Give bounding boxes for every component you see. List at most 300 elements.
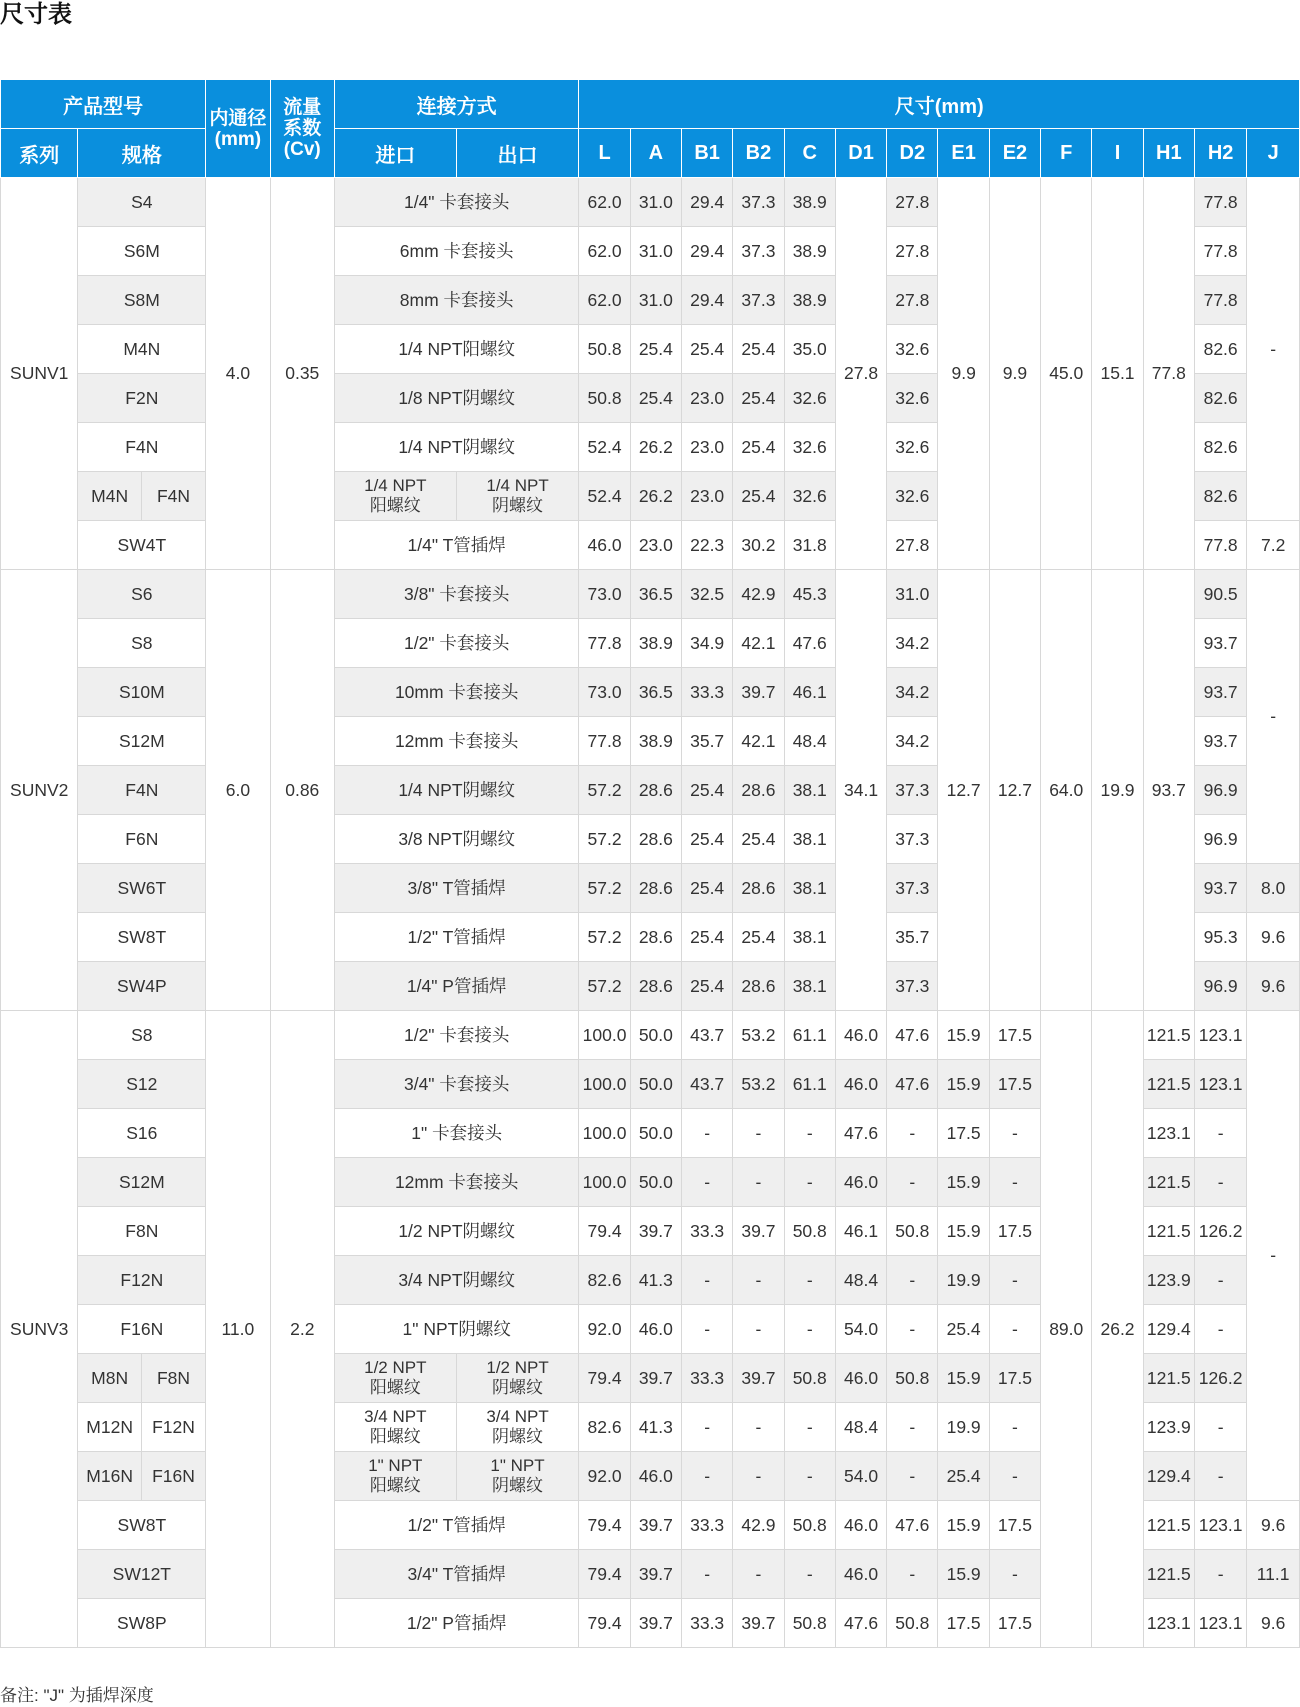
dim-c-cell: 38.1 [784, 962, 835, 1011]
dim-b2-cell: 42.1 [733, 717, 784, 766]
dim-b2-cell: 25.4 [733, 423, 784, 472]
dim-h2-cell: - [1194, 1550, 1246, 1599]
header-spec: 规格 [78, 129, 206, 178]
dim-e1-cell: 15.9 [938, 1354, 989, 1403]
dim-l-cell: 46.0 [579, 521, 630, 570]
dim-h2-cell: 77.8 [1194, 227, 1246, 276]
header-connection: 连接方式 [334, 80, 578, 129]
series-cell: SUNV2 [1, 570, 78, 1011]
dim-d1-cell: 54.0 [835, 1305, 886, 1354]
dim-b2-cell: 28.6 [733, 766, 784, 815]
header-dim-d2: D2 [887, 129, 938, 178]
spec-cell: SW8T [78, 1501, 206, 1550]
dim-d2-cell: 32.6 [887, 325, 938, 374]
dim-e1-cell: 17.5 [938, 1599, 989, 1648]
dim-e1-cell: 15.9 [938, 1011, 989, 1060]
inner-diameter-cell: 4.0 [206, 178, 270, 570]
dim-h2-cell: 126.2 [1194, 1207, 1246, 1256]
dim-h2-cell: - [1194, 1158, 1246, 1207]
dim-d1-cell: 46.0 [835, 1501, 886, 1550]
connection-line: 1/2 NPT [486, 1358, 549, 1377]
dim-a-cell: 39.7 [630, 1550, 681, 1599]
dim-e2-cell: - [989, 1305, 1040, 1354]
connection-cell: 12mm 卡套接头 [334, 717, 578, 766]
dim-b2-cell: - [733, 1452, 784, 1501]
dim-b2-cell: 53.2 [733, 1060, 784, 1109]
dim-d2-cell: 27.8 [887, 227, 938, 276]
dim-e2-cell: 17.5 [989, 1207, 1040, 1256]
inlet-cell [334, 472, 456, 521]
dim-d2-cell: - [887, 1305, 938, 1354]
dim-a-cell: 50.0 [630, 1109, 681, 1158]
dimension-table [0, 79, 1300, 1648]
dim-c-cell: - [784, 1550, 835, 1599]
dim-d1-cell: 46.0 [835, 1011, 886, 1060]
dim-a-cell: 39.7 [630, 1599, 681, 1648]
dim-b1-cell: - [682, 1452, 733, 1501]
connection-cell: 3/4" 卡套接头 [334, 1060, 578, 1109]
dim-h1-cell: 121.5 [1143, 1011, 1194, 1060]
dim-e2-cell: - [989, 1158, 1040, 1207]
dim-b2-cell: 25.4 [733, 325, 784, 374]
dim-e2-cell: - [989, 1256, 1040, 1305]
dim-d2-cell: 37.3 [887, 766, 938, 815]
spec-cell: S4 [78, 178, 206, 227]
dim-c-cell: 47.6 [784, 619, 835, 668]
dim-d2-cell: 32.6 [887, 472, 938, 521]
dim-d1-cell: 47.6 [835, 1109, 886, 1158]
dim-b1-cell: - [682, 1550, 733, 1599]
dim-h2-cell: 77.8 [1194, 521, 1246, 570]
dim-a-cell: 28.6 [630, 913, 681, 962]
connection-cell: 1/2" 卡套接头 [334, 1011, 578, 1060]
dim-e2-cell: 17.5 [989, 1354, 1040, 1403]
dim-l-cell: 62.0 [579, 178, 630, 227]
dim-d1-cell: 54.0 [835, 1452, 886, 1501]
dim-b2-cell: 42.9 [733, 1501, 784, 1550]
dim-h1-cell: 121.5 [1143, 1354, 1194, 1403]
dim-c-cell: 46.1 [784, 668, 835, 717]
dim-e2-cell: 17.5 [989, 1011, 1040, 1060]
dim-d1-cell: 46.0 [835, 1060, 886, 1109]
dim-e2-cell: - [989, 1452, 1040, 1501]
header-dim-l: L [579, 129, 630, 178]
spec-cell: SW8P [78, 1599, 206, 1648]
dim-c-cell: 35.0 [784, 325, 835, 374]
dim-e1-cell: 15.9 [938, 1207, 989, 1256]
dim-c-cell: - [784, 1305, 835, 1354]
dim-l-cell: 62.0 [579, 227, 630, 276]
spec-cell: F8N [141, 1354, 205, 1403]
dim-b1-cell: - [682, 1158, 733, 1207]
connection-cell: 1/4 NPT阴螺纹 [334, 423, 578, 472]
header-dim-j: J [1247, 129, 1300, 178]
dim-c-cell: 48.4 [784, 717, 835, 766]
dim-b1-cell: 33.3 [682, 1207, 733, 1256]
dim-b1-cell: 33.3 [682, 1599, 733, 1648]
dim-a-cell: 39.7 [630, 1501, 681, 1550]
dim-e1-cell: 15.9 [938, 1158, 989, 1207]
dim-b2-cell: 39.7 [733, 1354, 784, 1403]
dim-b2-cell: 39.7 [733, 668, 784, 717]
dim-c-cell: 38.9 [784, 227, 835, 276]
spec-cell: M16N [78, 1452, 141, 1501]
dim-d2-cell: - [887, 1452, 938, 1501]
spec-cell: F6N [78, 815, 206, 864]
dim-i-cell: 26.2 [1092, 1011, 1143, 1648]
dim-a-cell: 31.0 [630, 178, 681, 227]
spec-cell: F16N [78, 1305, 206, 1354]
connection-cell: 3/4 NPT阴螺纹 [334, 1256, 578, 1305]
dim-e1-cell: 15.9 [938, 1060, 989, 1109]
dim-c-cell: 38.9 [784, 276, 835, 325]
dim-b1-cell: 23.0 [682, 374, 733, 423]
dim-a-cell: 46.0 [630, 1305, 681, 1354]
dim-d2-cell: 47.6 [887, 1501, 938, 1550]
connection-line: 1" NPT [368, 1456, 423, 1475]
dim-a-cell: 39.7 [630, 1207, 681, 1256]
connection-line: 阳螺纹 [369, 496, 421, 515]
dim-e2-cell: 17.5 [989, 1599, 1040, 1648]
dim-b1-cell: 23.0 [682, 423, 733, 472]
dim-b1-cell: 25.4 [682, 325, 733, 374]
dim-j-cell: 7.2 [1247, 521, 1300, 570]
header-dim-i: I [1092, 129, 1143, 178]
dim-h2-cell: 123.1 [1194, 1011, 1246, 1060]
dim-a-cell: 28.6 [630, 962, 681, 1011]
dim-b1-cell: 29.4 [682, 276, 733, 325]
connection-cell: 8mm 卡套接头 [334, 276, 578, 325]
dim-j-cell: 8.0 [1247, 864, 1300, 913]
spec-cell: F8N [78, 1207, 206, 1256]
dim-d2-cell: 50.8 [887, 1599, 938, 1648]
dim-b1-cell: 32.5 [682, 570, 733, 619]
dim-h1-cell: 121.5 [1143, 1158, 1194, 1207]
dim-b2-cell: 37.3 [733, 276, 784, 325]
dim-h2-cell: 82.6 [1194, 472, 1246, 521]
spec-cell: SW6T [78, 864, 206, 913]
dim-j-cell: 9.6 [1247, 1599, 1300, 1648]
dim-h2-cell: 123.1 [1194, 1599, 1246, 1648]
dim-h2-cell: 90.5 [1194, 570, 1246, 619]
dim-h2-cell: - [1194, 1256, 1246, 1305]
header-dim-b2: B2 [733, 129, 784, 178]
connection-line: 3/4 NPT [364, 1407, 427, 1426]
dim-h2-cell: - [1194, 1452, 1246, 1501]
connection-cell: 1/2 NPT阴螺纹 [334, 1207, 578, 1256]
dim-l-cell: 100.0 [579, 1060, 630, 1109]
spec-cell: S8M [78, 276, 206, 325]
connection-cell: 3/8" 卡套接头 [334, 570, 578, 619]
dim-d1-cell: 46.0 [835, 1550, 886, 1599]
dim-b1-cell: 29.4 [682, 178, 733, 227]
dim-c-cell: 50.8 [784, 1501, 835, 1550]
dim-h1-cell: 123.9 [1143, 1256, 1194, 1305]
dim-c-cell: - [784, 1403, 835, 1452]
dim-d1-cell: 48.4 [835, 1256, 886, 1305]
header-flow-line3: (Cv) [283, 139, 321, 160]
header-dim-e1: E1 [938, 129, 989, 178]
dim-b1-cell: 33.3 [682, 668, 733, 717]
dim-b2-cell: 37.3 [733, 227, 784, 276]
header-inner-diameter-line2: (mm) [214, 128, 262, 150]
dim-d2-cell: 27.8 [887, 276, 938, 325]
spec-cell: SW4P [78, 962, 206, 1011]
dim-j-cell: 9.6 [1247, 962, 1300, 1011]
dim-b1-cell: - [682, 1305, 733, 1354]
dim-d2-cell: 50.8 [887, 1354, 938, 1403]
dim-h2-cell: 93.7 [1194, 619, 1246, 668]
spec-cell: S12M [78, 717, 206, 766]
dim-b1-cell: 22.3 [682, 521, 733, 570]
spec-cell: F4N [78, 423, 206, 472]
spec-cell: S8 [78, 619, 206, 668]
dim-b1-cell: 23.0 [682, 472, 733, 521]
dim-b1-cell: 25.4 [682, 962, 733, 1011]
dim-b1-cell: 29.4 [682, 227, 733, 276]
dim-l-cell: 62.0 [579, 276, 630, 325]
inner-diameter-cell: 6.0 [206, 570, 270, 1011]
outlet-cell [456, 1354, 579, 1403]
dim-e2-cell: - [989, 1403, 1040, 1452]
dim-h2-cell: 82.6 [1194, 374, 1246, 423]
dim-l-cell: 92.0 [579, 1305, 630, 1354]
dim-b2-cell: 25.4 [733, 815, 784, 864]
dim-l-cell: 100.0 [579, 1158, 630, 1207]
dim-a-cell: 28.6 [630, 766, 681, 815]
dim-j-cell: - [1247, 178, 1300, 521]
dim-h2-cell: 93.7 [1194, 864, 1246, 913]
connection-cell: 1/4 NPT阴螺纹 [334, 766, 578, 815]
spec-cell: SW12T [78, 1550, 206, 1599]
header-dim-a: A [630, 129, 681, 178]
connection-cell: 1/2" 卡套接头 [334, 619, 578, 668]
dim-d2-cell: - [887, 1158, 938, 1207]
dim-e1-cell: 9.9 [938, 178, 989, 570]
connection-cell: 3/8" T管插焊 [334, 864, 578, 913]
dim-d2-cell: 47.6 [887, 1060, 938, 1109]
dim-c-cell: 61.1 [784, 1060, 835, 1109]
dim-c-cell: 31.8 [784, 521, 835, 570]
table-body [1, 178, 1300, 1648]
spec-cell: S12M [78, 1158, 206, 1207]
dim-h2-cell: 123.1 [1194, 1501, 1246, 1550]
dim-l-cell: 57.2 [579, 864, 630, 913]
dim-l-cell: 79.4 [579, 1501, 630, 1550]
spec-cell: S12 [78, 1060, 206, 1109]
dim-c-cell: 50.8 [784, 1207, 835, 1256]
dim-h2-cell: 82.6 [1194, 325, 1246, 374]
dim-d2-cell: 32.6 [887, 423, 938, 472]
dim-c-cell: 38.1 [784, 864, 835, 913]
flow-coefficient-cell: 0.86 [270, 570, 334, 1011]
dim-l-cell: 82.6 [579, 1256, 630, 1305]
flow-coefficient-cell: 2.2 [270, 1011, 334, 1648]
dim-b2-cell: 25.4 [733, 913, 784, 962]
dim-d2-cell: 50.8 [887, 1207, 938, 1256]
header-dim-b1: B1 [682, 129, 733, 178]
dim-d2-cell: 34.2 [887, 717, 938, 766]
dim-l-cell: 77.8 [579, 717, 630, 766]
dim-b2-cell: 25.4 [733, 374, 784, 423]
dim-a-cell: 36.5 [630, 570, 681, 619]
connection-line: 阳螺纹 [369, 1476, 421, 1495]
dim-b1-cell: 34.9 [682, 619, 733, 668]
outlet-cell [456, 1403, 579, 1452]
dim-h2-cell: 93.7 [1194, 668, 1246, 717]
inlet-cell [334, 1354, 456, 1403]
dim-i-cell: 15.1 [1092, 178, 1143, 570]
dim-b1-cell: 33.3 [682, 1354, 733, 1403]
spec-cell: S6M [78, 227, 206, 276]
spec-cell: F4N [78, 766, 206, 815]
dim-c-cell: 32.6 [784, 472, 835, 521]
dim-b2-cell: 28.6 [733, 962, 784, 1011]
dim-a-cell: 31.0 [630, 276, 681, 325]
page-title: 尺寸表 [0, 1, 72, 28]
dim-l-cell: 57.2 [579, 766, 630, 815]
dim-e1-cell: 15.9 [938, 1501, 989, 1550]
dim-d2-cell: 37.3 [887, 864, 938, 913]
dim-e2-cell: 17.5 [989, 1501, 1040, 1550]
connection-cell: 3/4" T管插焊 [334, 1550, 578, 1599]
dim-d2-cell: - [887, 1256, 938, 1305]
dim-b1-cell: 35.7 [682, 717, 733, 766]
dim-a-cell: 46.0 [630, 1452, 681, 1501]
dim-i-cell: 19.9 [1092, 570, 1143, 1011]
outlet-cell [456, 1452, 579, 1501]
dim-a-cell: 50.0 [630, 1011, 681, 1060]
header-flow-line2: 系数 [283, 118, 322, 139]
dim-e1-cell: 25.4 [938, 1305, 989, 1354]
connection-line: 阴螺纹 [492, 1427, 544, 1446]
dim-l-cell: 77.8 [579, 619, 630, 668]
dim-d1-cell: 34.1 [835, 570, 886, 1011]
series-cell: SUNV1 [1, 178, 78, 570]
spec-cell: S16 [78, 1109, 206, 1158]
dim-d1-cell: 46.0 [835, 1354, 886, 1403]
dim-b1-cell: 43.7 [682, 1011, 733, 1060]
dim-h1-cell: 77.8 [1143, 178, 1194, 570]
dim-d2-cell: 32.6 [887, 374, 938, 423]
header-dim-e2: E2 [989, 129, 1040, 178]
dim-h2-cell: 96.9 [1194, 962, 1246, 1011]
spec-cell: S10M [78, 668, 206, 717]
connection-line: 阳螺纹 [369, 1427, 421, 1446]
dim-a-cell: 50.0 [630, 1060, 681, 1109]
dim-l-cell: 82.6 [579, 1403, 630, 1452]
dim-c-cell: 32.6 [784, 374, 835, 423]
header-dim-c: C [784, 129, 835, 178]
dim-l-cell: 73.0 [579, 570, 630, 619]
dim-d2-cell: 37.3 [887, 815, 938, 864]
connection-cell: 3/8 NPT阴螺纹 [334, 815, 578, 864]
connection-line: 1/2 NPT [364, 1358, 427, 1377]
spec-cell: SW4T [78, 521, 206, 570]
dim-e2-cell: - [989, 1109, 1040, 1158]
dim-b2-cell: - [733, 1550, 784, 1599]
connection-cell: 1/4" T管插焊 [334, 521, 578, 570]
dim-c-cell: 38.9 [784, 178, 835, 227]
table-row [1, 570, 1300, 619]
connection-cell: 1/2" P管插焊 [334, 1599, 578, 1648]
dim-b2-cell: 37.3 [733, 178, 784, 227]
dim-c-cell: - [784, 1109, 835, 1158]
connection-cell: 12mm 卡套接头 [334, 1158, 578, 1207]
dim-c-cell: 50.8 [784, 1354, 835, 1403]
dim-h2-cell: 95.3 [1194, 913, 1246, 962]
header-outlet: 出口 [456, 129, 579, 178]
dim-b2-cell: 42.1 [733, 619, 784, 668]
dim-d2-cell: 34.2 [887, 619, 938, 668]
dim-l-cell: 100.0 [579, 1011, 630, 1060]
dim-b1-cell: 25.4 [682, 913, 733, 962]
dim-h1-cell: 121.5 [1143, 1060, 1194, 1109]
spec-cell: M4N [78, 325, 206, 374]
dim-b2-cell: 30.2 [733, 521, 784, 570]
dim-d2-cell: - [887, 1550, 938, 1599]
dim-a-cell: 28.6 [630, 864, 681, 913]
dim-b1-cell: 43.7 [682, 1060, 733, 1109]
inner-diameter-cell: 11.0 [206, 1011, 270, 1648]
dim-a-cell: 41.3 [630, 1403, 681, 1452]
connection-line: 阴螺纹 [492, 496, 544, 515]
dim-l-cell: 100.0 [579, 1109, 630, 1158]
dim-a-cell: 38.9 [630, 717, 681, 766]
connection-cell: 1/4 NPT阳螺纹 [334, 325, 578, 374]
connection-line: 3/4 NPT [486, 1407, 549, 1426]
header-dim-h2: H2 [1194, 129, 1246, 178]
dim-f-cell: 64.0 [1041, 570, 1092, 1011]
flow-coefficient-cell: 0.35 [270, 178, 334, 570]
dim-b2-cell: - [733, 1256, 784, 1305]
dim-c-cell: 38.1 [784, 913, 835, 962]
dim-c-cell: 61.1 [784, 1011, 835, 1060]
dim-d1-cell: 48.4 [835, 1403, 886, 1452]
dim-h2-cell: 126.2 [1194, 1354, 1246, 1403]
dim-f-cell: 45.0 [1041, 178, 1092, 570]
dim-h2-cell: 123.1 [1194, 1060, 1246, 1109]
connection-cell: 1/8 NPT阴螺纹 [334, 374, 578, 423]
dim-l-cell: 92.0 [579, 1452, 630, 1501]
inlet-cell [334, 1403, 456, 1452]
dim-b1-cell: - [682, 1109, 733, 1158]
connection-cell: 1/4" P管插焊 [334, 962, 578, 1011]
dim-e1-cell: 25.4 [938, 1452, 989, 1501]
dim-a-cell: 25.4 [630, 325, 681, 374]
dim-l-cell: 79.4 [579, 1354, 630, 1403]
dim-a-cell: 38.9 [630, 619, 681, 668]
dim-a-cell: 31.0 [630, 227, 681, 276]
dim-b2-cell: - [733, 1109, 784, 1158]
dim-d1-cell: 46.1 [835, 1207, 886, 1256]
spec-cell: F12N [141, 1403, 205, 1452]
dim-c-cell: - [784, 1158, 835, 1207]
connection-line: 1" NPT [490, 1456, 545, 1475]
spec-cell: S6 [78, 570, 206, 619]
dim-d1-cell: 46.0 [835, 1158, 886, 1207]
dim-d2-cell: 34.2 [887, 668, 938, 717]
dim-h1-cell: 123.1 [1143, 1599, 1194, 1648]
header-flow-line1: 流量 [283, 97, 322, 118]
dim-b2-cell: 39.7 [733, 1207, 784, 1256]
spec-cell: M4N [78, 472, 141, 521]
dim-a-cell: 23.0 [630, 521, 681, 570]
header-dim-d1: D1 [835, 129, 886, 178]
header-inlet: 进口 [334, 129, 456, 178]
dim-h1-cell: 121.5 [1143, 1207, 1194, 1256]
dim-a-cell: 26.2 [630, 423, 681, 472]
